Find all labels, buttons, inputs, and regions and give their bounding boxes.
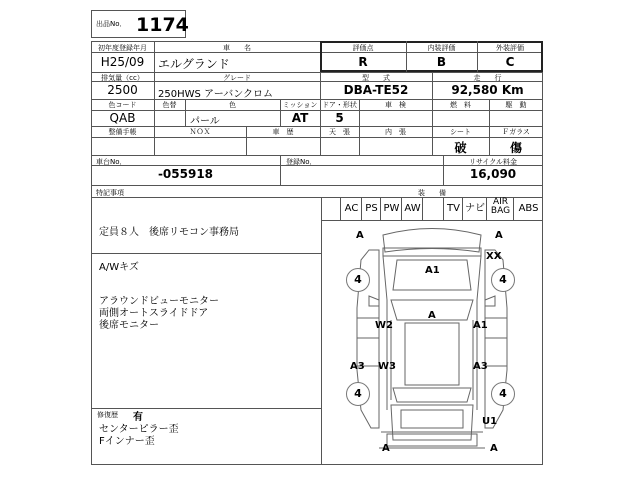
repair-history-label: 修復歴 bbox=[97, 411, 118, 419]
damage-mark-roof: A bbox=[428, 310, 436, 321]
tire-front-right: 4 bbox=[491, 268, 515, 292]
header-notes: 特記事項 bbox=[96, 189, 124, 197]
exterior-value: C bbox=[505, 55, 515, 69]
tire-rear-right: 4 bbox=[491, 382, 515, 406]
equipment-pw: PW bbox=[381, 197, 402, 220]
tire-rear-left: 4 bbox=[346, 382, 370, 406]
header-color: 色 bbox=[229, 101, 236, 109]
header-roof-lining: 天 張 bbox=[329, 128, 350, 136]
header-equipment: 装 備 bbox=[418, 189, 446, 197]
repair-history-value: 有 bbox=[133, 412, 143, 423]
note-line-5: 後席モニター bbox=[99, 320, 159, 331]
header-mileage: 走 行 bbox=[473, 74, 502, 82]
note-line-3: アラウンドビューモニター bbox=[99, 296, 219, 307]
interior-value: B bbox=[436, 55, 447, 69]
mission: AT bbox=[291, 111, 309, 125]
damage-mark-bottom-left: A bbox=[382, 443, 390, 454]
equipment-airbag: AIR BAG bbox=[487, 197, 514, 220]
header-exterior: 外装評価 bbox=[496, 44, 524, 52]
header-service-manual: 整備手帳 bbox=[108, 128, 137, 136]
header-color-swatch: 色替 bbox=[162, 101, 177, 109]
equipment-abs: ABS bbox=[518, 203, 539, 214]
equipment-tv: TV bbox=[444, 197, 463, 220]
header-grade: グレード bbox=[223, 74, 251, 82]
header-registration: 登録No． bbox=[286, 158, 317, 166]
equipment-navi: ナビ bbox=[463, 197, 487, 220]
header-inspection: 車 検 bbox=[385, 101, 406, 109]
header-color-code: 色コード bbox=[108, 101, 137, 109]
glass-condition: 傷 bbox=[509, 141, 522, 155]
damage-mark-left-rear: A3 bbox=[350, 361, 365, 372]
doors: 5 bbox=[335, 111, 344, 125]
header-history: 車 歴 bbox=[272, 128, 294, 136]
note-line-1: 定員８人 後席リモコン事務局 bbox=[99, 227, 239, 238]
header-inner-lining: 内 張 bbox=[385, 128, 406, 136]
displacement: 2500 bbox=[107, 83, 138, 97]
header-car-name: 車 名 bbox=[223, 44, 251, 52]
car-name: エルグランド bbox=[158, 57, 230, 71]
equipment-ps: PS bbox=[362, 197, 381, 220]
header-front-glass: Ｆガラス bbox=[502, 128, 530, 136]
header-nox: ＮＯＸ bbox=[189, 128, 211, 136]
header-mission: ミッション bbox=[282, 101, 318, 109]
lot-label: 出品No． bbox=[96, 20, 127, 28]
damage-mark-xx: XX bbox=[486, 251, 502, 262]
lot-number-box bbox=[91, 10, 189, 38]
header-displacement: 排気量（cc） bbox=[101, 74, 144, 82]
damage-mark-top-right: A bbox=[495, 230, 503, 241]
car-damage-diagram bbox=[321, 220, 543, 465]
grade: 250HWS アーバンクロム bbox=[158, 89, 274, 100]
damage-mark-bottom-right: A bbox=[490, 443, 498, 454]
header-model: 型 式 bbox=[362, 74, 390, 82]
damage-mark-hood: A1 bbox=[425, 265, 440, 276]
damage-mark-left-door: W2 bbox=[375, 320, 393, 331]
lot-number: 1174 bbox=[136, 14, 189, 36]
tire-front-left: 4 bbox=[346, 268, 370, 292]
equipment-aw: AW bbox=[402, 197, 423, 220]
damage-mark-right-rear: A3 bbox=[473, 361, 488, 372]
equipment-grid bbox=[321, 197, 543, 220]
chassis-number: -055918 bbox=[157, 167, 214, 181]
damage-mark-right-door: A1 bbox=[473, 320, 488, 331]
damage-mark-top-left: A bbox=[356, 230, 364, 241]
damage-mark-left-rear-glass: W3 bbox=[378, 361, 396, 372]
header-recycle-fee: リサイクル料金 bbox=[468, 158, 518, 166]
header-chassis: 車台No． bbox=[96, 158, 127, 166]
color: パール bbox=[190, 116, 220, 127]
equipment-blank bbox=[423, 197, 444, 220]
score-value: R bbox=[358, 55, 368, 69]
header-fuel: 燃 料 bbox=[450, 101, 471, 109]
mileage: 92,580 Km bbox=[451, 83, 524, 97]
repair-note-1: センターピラー歪 bbox=[99, 424, 179, 435]
header-score: 評価点 bbox=[352, 44, 374, 52]
seat-condition: 破 bbox=[454, 141, 467, 155]
model: DBA-TE52 bbox=[343, 83, 409, 97]
color-code: QAB bbox=[109, 111, 136, 125]
header-drive: 駆 動 bbox=[505, 101, 527, 109]
note-line-4: 両側オートスライドドア bbox=[99, 308, 209, 319]
header-doors: ドア・形状 bbox=[322, 101, 357, 109]
recycle-fee: 16,090 bbox=[469, 167, 517, 181]
note-line-2: A/Wキズ bbox=[99, 262, 139, 273]
equipment-ac: AC bbox=[341, 197, 362, 220]
damage-mark-rear-bumper: U1 bbox=[482, 416, 498, 427]
repair-note-2: Fインナー歪 bbox=[99, 436, 155, 447]
header-first-registration: 初年度登録年月 bbox=[98, 44, 147, 52]
header-seat: シート bbox=[450, 128, 471, 136]
header-interior: 内装評価 bbox=[427, 44, 456, 52]
first-registration: H25/09 bbox=[100, 55, 145, 69]
